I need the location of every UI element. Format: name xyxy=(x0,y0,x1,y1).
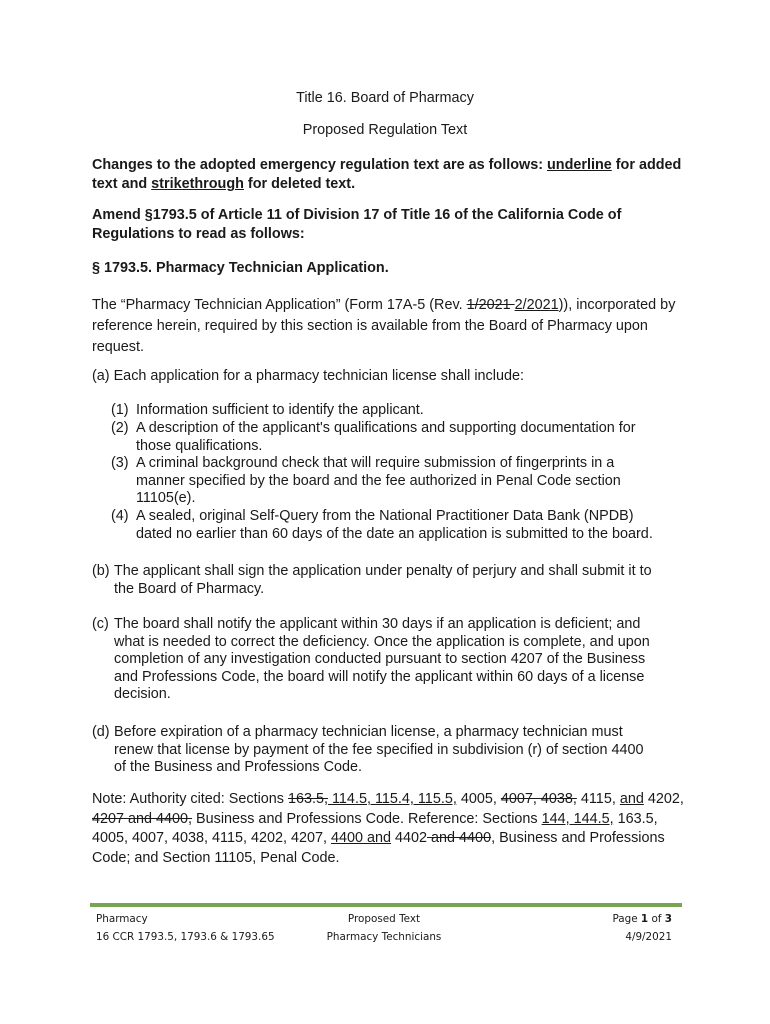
para-c-text xyxy=(114,616,714,704)
para-c-line: The board shall notify the applicant within 30 days if an application is deficient; and xyxy=(114,616,641,632)
para-c-line: what is needed to correct the deficiency. Once the application is complete, and upon xyxy=(114,633,650,650)
intro-text-1: Changes to the adopted emergency regulation text are as follows: xyxy=(92,157,547,173)
para-a: (a) Each application for a pharmacy technician license shall include: xyxy=(92,368,524,384)
note-deleted: 4007, 4038, xyxy=(500,791,577,807)
item-2-text xyxy=(136,420,716,455)
form-text-1: The “Pharmacy Technician Application” (Form 17A-5 (Rev. xyxy=(92,297,467,313)
item-3-line: manner specified by the board and the fee authorized in Penal Code section xyxy=(136,472,621,489)
document-subtitle: Proposed Regulation Text xyxy=(302,122,468,138)
item-2-line: A description of the applicant's qualifications and supporting documentation for xyxy=(136,420,636,436)
intro-paragraph xyxy=(92,156,692,194)
footer-center xyxy=(284,910,484,946)
item-3-text xyxy=(136,455,716,508)
footer-citation: 16 CCR 1793.5, 1793.6 & 1793.65 xyxy=(96,931,275,943)
note-added: 114.5, 115.4, 115.5, xyxy=(328,791,457,807)
para-b-line: The applicant shall sign the application under penalty of perjury and shall submit it to xyxy=(114,563,652,579)
item-2-number: (2) xyxy=(111,420,129,436)
note-text: 4402 xyxy=(391,830,428,846)
form-deleted-rev: 1/2021 xyxy=(466,297,515,313)
item-3-number: (3) xyxy=(111,455,129,471)
para-c-line: completion of any investigation conducted pursuant to section 4207 of the Business xyxy=(114,651,646,667)
para-d-line: Before expiration of a pharmacy technician license, a pharmacy technician must xyxy=(114,724,623,740)
note-added: 144, 144.5, xyxy=(541,810,614,827)
footer-right xyxy=(560,910,672,946)
note-text: 4115, xyxy=(576,791,620,807)
item-4-number: (4) xyxy=(111,508,129,524)
form-added-rev: 2/2021 xyxy=(514,297,559,313)
note-text: 4005, xyxy=(456,791,501,807)
intro-strike-word: strikethrough xyxy=(151,176,244,192)
note-text: , Business and Professions Code; and Section 11105, Penal Code. xyxy=(92,830,665,866)
item-1-line: Information sufficient to identify the applicant. xyxy=(136,402,424,418)
para-d-line: of the Business and Professions Code. xyxy=(114,759,362,775)
document-title: Title 16. Board of Pharmacy xyxy=(296,90,474,106)
item-2-line: those qualifications. xyxy=(136,437,263,454)
note-text: Note: Authority cited: Sections xyxy=(92,791,288,807)
para-d-line: renew that license by payment of the fee specified in subdivision (r) of section 4400 xyxy=(114,741,644,758)
para-c-number: (c) xyxy=(92,616,109,632)
page-number xyxy=(560,910,672,928)
item-1-text xyxy=(136,402,696,420)
form-paragraph xyxy=(92,295,692,358)
note-deleted: and 4400 xyxy=(427,830,492,846)
note-text: Business and Professions Code. Reference: Sections xyxy=(192,810,542,827)
item-4-text xyxy=(136,508,736,543)
item-1-number: (1) xyxy=(111,402,129,418)
amend-paragraph: Amend §1793.5 of Article 11 of Division 17 of Title 16 of the California Code of Regulations to read as follows: xyxy=(92,207,622,242)
para-c-line: decision. xyxy=(114,686,171,702)
form-text-2: )), incorporated by reference herein, required by this section is available from the Board of Pharmacy upon request. xyxy=(92,297,676,355)
intro-text-2: for added text and xyxy=(92,157,682,192)
footer-divider xyxy=(90,903,682,907)
footer-date: 4/9/2021 xyxy=(625,931,672,943)
para-b-number: (b) xyxy=(92,563,110,579)
para-d-text xyxy=(114,724,714,777)
footer-left xyxy=(96,910,275,946)
footer-doc-type: Proposed Text xyxy=(347,913,421,925)
intro-text-3: for deleted text. xyxy=(243,176,356,192)
item-3-line: A criminal background check that will require submission of fingerprints in a xyxy=(136,455,615,471)
item-3-line: 11105(e). xyxy=(136,490,196,506)
note-text: 4202, xyxy=(643,791,684,807)
para-c-line: and Professions Code, the board will notify the applicant within 60 days of a license xyxy=(114,668,645,685)
item-4-line: dated no earlier than 60 days of the date an application is submitted to the board. xyxy=(136,525,653,542)
para-d-number: (d) xyxy=(92,724,110,740)
note-added: 4400 and xyxy=(331,830,392,846)
footer-agency: Pharmacy xyxy=(96,913,148,925)
item-4-line: A sealed, original Self-Query from the National Practitioner Data Bank (NPDB) xyxy=(136,508,634,524)
authority-note xyxy=(92,790,688,868)
para-b-text xyxy=(114,563,714,598)
page-label: Page xyxy=(612,913,641,925)
footer-doc-topic: Pharmacy Technicians xyxy=(326,931,442,943)
note-text: 163.5, 4005, 4007, 4038, 4115, 4202, 4207, xyxy=(92,810,658,846)
para-b-line: the Board of Pharmacy. xyxy=(114,580,265,597)
page-total: 3 xyxy=(664,913,672,925)
section-heading: § 1793.5. Pharmacy Technician Application. xyxy=(92,260,389,276)
intro-underline-word: underline xyxy=(547,157,612,173)
note-deleted: 4207 and 4400, xyxy=(92,810,193,827)
note-deleted: 163.5, xyxy=(287,791,328,807)
page-current: 1 xyxy=(640,913,649,925)
note-added: and xyxy=(619,791,644,807)
page-of: of xyxy=(648,913,665,925)
